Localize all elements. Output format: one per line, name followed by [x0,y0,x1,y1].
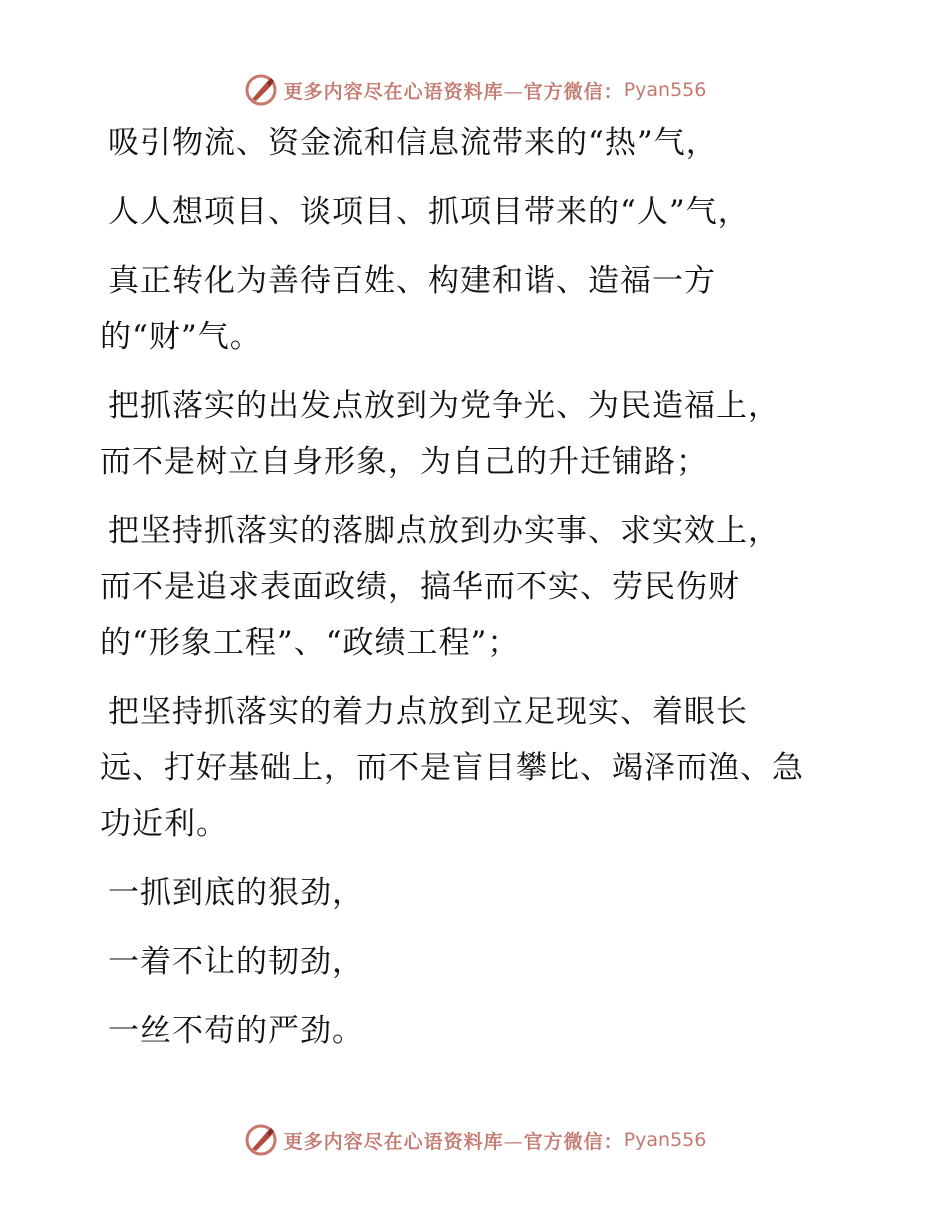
text-line: 功近利。 [100,806,228,842]
paragraph [100,934,860,990]
pen-logo-icon [244,73,278,107]
text-line: 把抓落实的出发点放到为党争光、为民造福上， [108,388,780,424]
watermark-official: 官方微信： [523,1130,624,1153]
paragraph [100,115,860,171]
watermark-official: 官方微信： [523,80,624,103]
header-watermark [0,70,950,110]
pen-logo-icon [244,1123,278,1157]
paragraph [100,253,860,365]
paragraph [100,378,860,490]
text-line: 真正转化为善待百姓、构建和谐、造福一方 [108,263,716,299]
paragraph [100,684,860,852]
paragraph [100,865,860,921]
watermark-separator: — [503,80,524,103]
watermark-brand: 更多内容尽在心语资料库 [283,80,504,103]
footer-watermark [0,1120,950,1160]
watermark-wechat-id: Pyan556 [623,1129,707,1151]
paragraph [100,503,860,671]
text-line: 人人想项目、谈项目、抓项目带来的“人”气， [108,194,750,230]
text-line: 远、打好基础上，而不是盲目攀比、竭泽而渔、急 [100,750,804,786]
text-line: 吸引物流、资金流和信息流带来的“热”气， [108,125,718,161]
text-line: 而不是树立自身形象，为自己的升迁铺路； [100,444,708,480]
watermark-separator: — [503,1130,524,1153]
document-body [100,115,860,1059]
watermark-wechat-id: Pyan556 [623,79,707,101]
text-line: 的“财”气。 [100,319,262,355]
text-line: 把坚持抓落实的着力点放到立足现实、着眼长 [108,694,748,730]
paragraph [100,1003,860,1059]
text-line: 一抓到底的狠劲， [108,875,364,911]
text-line: 而不是追求表面政绩，搞华而不实、劳民伤财 [100,569,740,605]
watermark-brand: 更多内容尽在心语资料库 [283,1130,504,1153]
text-line: 把坚持抓落实的落脚点放到办实事、求实效上， [108,513,780,549]
paragraph [100,184,860,240]
text-line: 一丝不苟的严劲。 [108,1013,364,1049]
text-line: 一着不让的韧劲， [108,944,364,980]
text-line: 的“形象工程”、“政绩工程”； [100,625,520,661]
